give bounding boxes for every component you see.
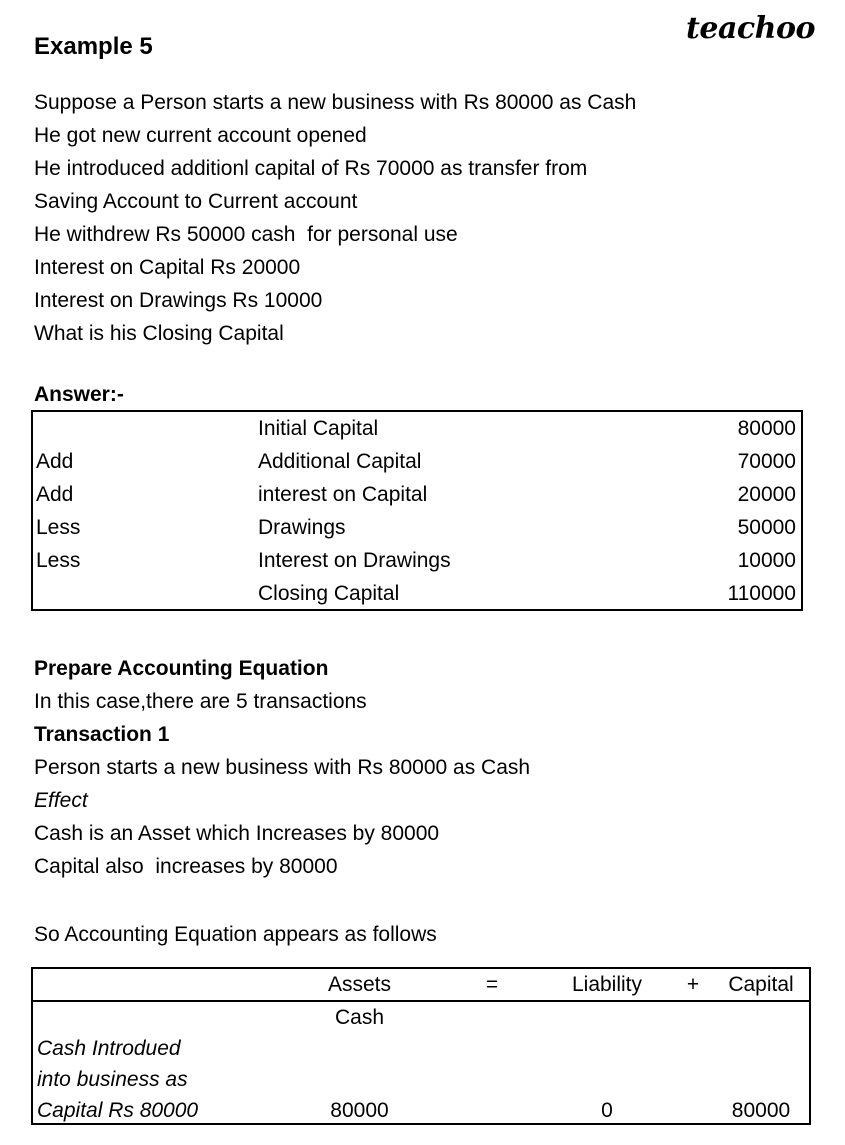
question-line: Interest on Drawings Rs 10000 xyxy=(34,289,323,312)
eq-row-blank xyxy=(282,1064,437,1095)
eq-row-blank xyxy=(547,1033,667,1064)
teachoo-logo: teachoo xyxy=(686,11,815,46)
question-line: Suppose a Person starts a new business with Rs 80000 as Cash xyxy=(34,91,637,114)
eq-row-capital-value: 80000 xyxy=(731,1099,791,1122)
capital-row-operation xyxy=(33,577,258,610)
question-line: He withdrew Rs 50000 cash for personal use xyxy=(34,223,458,246)
accounting-equation-table xyxy=(31,967,811,1125)
eq-row-blank xyxy=(719,1033,809,1064)
transaction-text: Person starts a new business with Rs 80000 as Cash xyxy=(34,756,531,779)
capital-row-operation: Less xyxy=(36,549,81,572)
capital-row-operation: Add xyxy=(36,450,74,473)
eq-row-equals-value xyxy=(437,1095,547,1126)
eq-row-liability-value: 0 xyxy=(601,1099,613,1122)
eq-subheader-blank xyxy=(33,1001,282,1033)
capital-row-particulars: interest on Capital xyxy=(258,483,428,506)
table-subheader-row xyxy=(33,1001,809,1033)
capital-row-amount: 70000 xyxy=(737,450,796,473)
capital-row-particulars: Drawings xyxy=(258,516,346,539)
eq-header-blank xyxy=(33,969,282,1001)
question-line: What is his Closing Capital xyxy=(34,322,284,345)
table-row xyxy=(33,1095,809,1126)
capital-row-particulars: Initial Capital xyxy=(258,417,379,440)
capital-row-operation: Add xyxy=(36,483,74,506)
table-row xyxy=(33,577,801,610)
eq-row-blank xyxy=(437,1033,547,1064)
eq-subheader-cash: Cash xyxy=(334,1006,385,1029)
capital-row-amount: 50000 xyxy=(737,516,796,539)
follows-line-block xyxy=(34,918,437,951)
table-row xyxy=(33,478,801,511)
eq-row-assets-value: 80000 xyxy=(330,1099,389,1122)
transaction-heading: Transaction 1 xyxy=(34,723,170,746)
follows-line: So Accounting Equation appears as follows xyxy=(34,923,437,946)
capital-row-amount: 110000 xyxy=(727,582,796,605)
table-row xyxy=(33,412,801,445)
eq-row-blank xyxy=(667,1064,719,1095)
effect-label: Effect xyxy=(34,789,88,812)
capital-row-particulars: Additional Capital xyxy=(258,450,422,473)
effect-line: Capital also increases by 80000 xyxy=(34,855,338,878)
eq-row-blank xyxy=(547,1064,667,1095)
prepare-equation-block xyxy=(34,652,530,883)
eq-row-blank xyxy=(719,1064,809,1095)
capital-row-particulars: Interest on Drawings xyxy=(258,549,451,572)
question-line: He got new current account opened xyxy=(34,124,367,147)
question-line: Saving Account to Current account xyxy=(34,190,358,213)
page-title: Example 5 xyxy=(34,33,153,60)
eq-header-capital: Capital xyxy=(719,969,809,1001)
capital-row-amount: 10000 xyxy=(737,549,796,572)
eq-row-description-line: Capital Rs 80000 xyxy=(37,1099,199,1122)
case-line: In this case,there are 5 transactions xyxy=(34,690,367,713)
capital-row-amount: 80000 xyxy=(737,417,796,440)
question-line: He introduced additionl capital of Rs 70000 as transfer from xyxy=(34,157,588,180)
eq-subheader-blank xyxy=(437,1001,547,1033)
eq-header-liability: Liability xyxy=(547,969,667,1001)
table-row xyxy=(33,544,801,577)
effect-line: Cash is an Asset which Increases by 80000 xyxy=(34,822,440,845)
question-text-block xyxy=(34,86,636,350)
table-row xyxy=(33,445,801,478)
question-line: Interest on Capital Rs 20000 xyxy=(34,256,301,279)
answer-label-block xyxy=(34,378,124,411)
capital-row-operation xyxy=(33,412,258,445)
eq-subheader-blank xyxy=(719,1001,809,1033)
table-row xyxy=(33,1033,809,1064)
eq-subheader-blank xyxy=(667,1001,719,1033)
eq-row-plus-value xyxy=(667,1095,719,1126)
eq-row-description-line: into business as xyxy=(37,1068,188,1091)
closing-capital-table xyxy=(31,410,803,611)
eq-header-assets: Assets xyxy=(282,969,437,1001)
eq-row-blank xyxy=(437,1064,547,1095)
table-row xyxy=(33,511,801,544)
eq-header-plus: + xyxy=(667,969,719,1001)
eq-row-blank xyxy=(282,1033,437,1064)
eq-row-blank xyxy=(667,1033,719,1064)
table-header-row xyxy=(33,969,809,1001)
eq-row-description-line: Cash Introdued xyxy=(37,1037,181,1060)
eq-header-equals: = xyxy=(437,969,547,1001)
answer-label: Answer:- xyxy=(34,383,124,406)
capital-row-amount: 20000 xyxy=(737,483,796,506)
eq-subheader-blank xyxy=(547,1001,667,1033)
prepare-heading: Prepare Accounting Equation xyxy=(34,657,329,680)
capital-row-operation: Less xyxy=(36,516,81,539)
capital-row-particulars: Closing Capital xyxy=(258,582,400,605)
table-row xyxy=(33,1064,809,1095)
